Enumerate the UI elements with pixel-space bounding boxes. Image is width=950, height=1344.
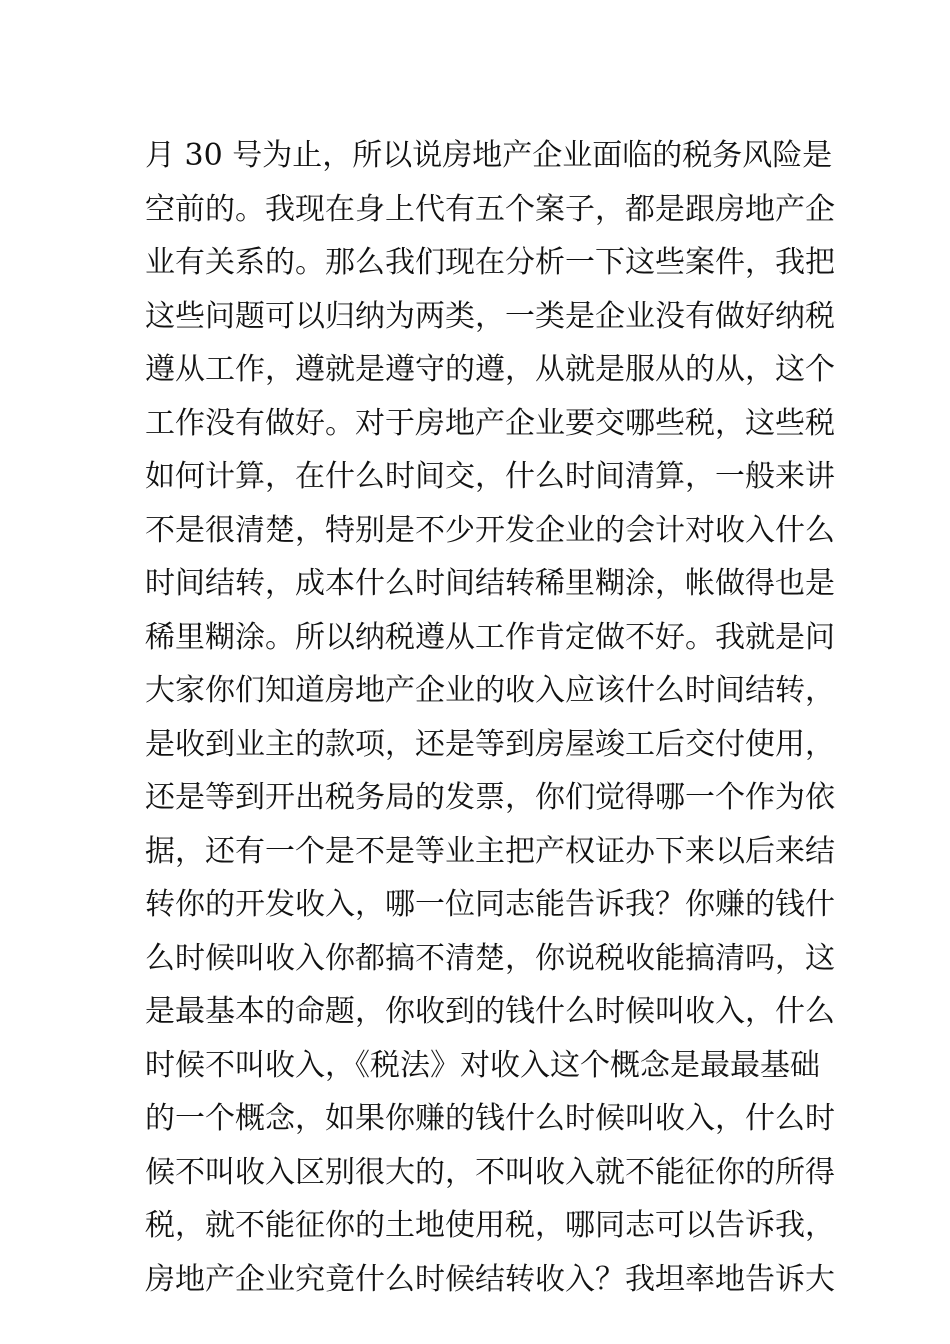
text-line: 稀里糊涂。所以纳税遵从工作肯定做不好。我就是问 xyxy=(145,619,835,655)
text-line: 工作没有做好。对于房地产企业要交哪些税，这些税 xyxy=(145,405,835,441)
text-line: 据，还有一个是不是等业主把产权证办下来以后来结 xyxy=(145,833,835,869)
text-line: 是收到业主的款项，还是等到房屋竣工后交付使用， xyxy=(145,726,835,762)
text-line: 还是等到开出税务局的发票，你们觉得哪一个作为依 xyxy=(145,780,835,815)
text-line: 时候不叫收入，《税法》对收入这个概念是最最基础 xyxy=(145,1047,820,1083)
body-text xyxy=(145,129,835,1306)
text-line: 如何计算，在什么时间交，什么时间清算，一般来讲 xyxy=(145,459,835,494)
text-line: 月 30 号为止，所以说房地产企业面临的税务风险是 xyxy=(145,138,833,173)
text-line: 业有关系的。那么我们现在分析一下这些案件，我把 xyxy=(145,245,835,280)
text-line: 税，就不能征你的土地使用税，哪同志可以告诉我， xyxy=(145,1208,835,1243)
text-line: 是最基本的命题，你收到的钱什么时候叫收入，什么 xyxy=(145,994,835,1029)
text-line: 么时候叫收入你都搞不清楚，你说税收能搞清吗，这 xyxy=(145,940,835,976)
text-line: 空前的。我现在身上代有五个案子，都是跟房地产企 xyxy=(145,191,835,227)
text-line: 不是很清楚，特别是不少开发企业的会计对收入什么 xyxy=(145,512,835,548)
text-line: 的一个概念，如果你赚的钱什么时候叫收入，什么时 xyxy=(145,1101,835,1136)
text-line: 这些问题可以归纳为两类，一类是企业没有做好纳税 xyxy=(145,298,835,334)
text-line: 候不叫收入区别很大的，不叫收入就不能征你的所得 xyxy=(145,1154,835,1190)
text-line: 转你的开发收入，哪一位同志能告诉我？你赚的钱什 xyxy=(145,887,835,922)
text-line: 遵从工作，遵就是遵守的遵，从就是服从的从，这个 xyxy=(145,352,835,387)
text-line: 时间结转，成本什么时间结转稀里糊涂，帐做得也是 xyxy=(145,566,835,601)
text-line: 房地产企业究竟什么时候结转收入？我坦率地告诉大 xyxy=(145,1261,835,1297)
text-line: 大家你们知道房地产企业的收入应该什么时间结转， xyxy=(145,673,835,708)
